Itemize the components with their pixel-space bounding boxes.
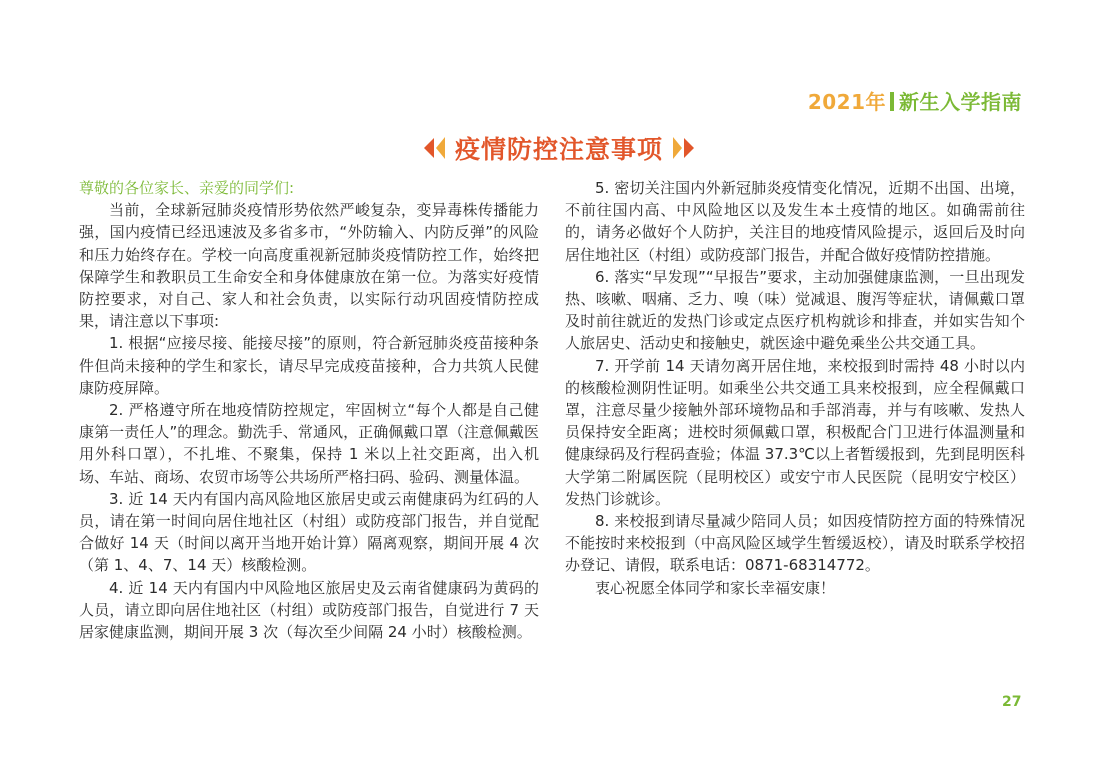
item-3: 3. 近 14 天内有国内高风险地区旅居史或云南健康码为红码的人员，请在第一时间向居住地社区（村组）或防疫部门报告，并自觉配合做好 14 天（时间以离开当地开始计算）隔离观察，期间开展 4 次（第 1、4、7、14 天）核酸检测。 [79,489,539,575]
closing-wish: 衷心祝愿全体同学和家长幸福安康！ [595,578,836,597]
header-subtitle: 新生入学指南 [899,90,1022,114]
item-2: 2. 严格遵守所在地疫情防控规定，牢固树立“每个人都是自己健康第一责任人”的理念。勤洗手、常通风，正确佩戴口罩（注意佩戴医用外科口罩），不扎堆、不聚集，保持 1 米以上社交距离，出入机场、车站、商场、农贸市场等公共场所严格扫码、验码、测量体温。 [79,401,539,486]
left-column [79,177,539,643]
item-6: 6. 落实“早发现”“早报告”要求，主动加强健康监测，一旦出现发热、咳嗽、咽痛、乏力、嗅（味）觉减退、腹泻等症状，请佩戴口罩及时前往就近的发热门诊或定点医疗机构就诊和排查，并如实告知个人旅居史、活动史和接触史，就医途中避免乘坐公共交通工具。 [565,267,1025,353]
page-number: 27 [1002,694,1022,710]
item-5: 5. 密切关注国内外新冠肺炎疫情变化情况，近期不出国、出境，不前往国内高、中风险地区以及发生本土疫情的地区。如确需前往的，请务必做好个人防护，关注目的地疫情风险提示，返回后及时向居住地社区（村组）或防疫部门报告，并配合做好疫情防控措施。 [565,179,1025,264]
greeting: 尊敬的各位家长、亲爱的同学们: [79,179,295,197]
item-4: 4. 近 14 天内有国内中风险地区旅居史及云南省健康码为黄码的人员，请立即向居住地社区（村组）或防疫部门报告，自觉进行 7 天居家健康监测，期间开展 3 次（每次至少间隔 24 小时）核酸检测。 [79,578,539,642]
item-1: 1. 根据“应接尽接、能接尽接”的原则，符合新冠肺炎疫苗接种条件但尚未接种的学生和家长，请尽早完成疫苗接种，合力共筑人民健康防疫屏障。 [79,334,539,397]
header-year: 2021年 [807,90,886,114]
item-8: 8. 来校报到请尽量减少陪同人员；如因疫情防控方面的特殊情况不能按时来校报到（中高风险区域学生暂缓返校），请及时联系学校招办登记、请假，联系电话：0871-68314772。 [565,512,1025,575]
intro-paragraph: 当前，全球新冠肺炎疫情形势依然严峻复杂，变异毒株传播能力强，国内疫情已经迅速波及多省多市，“外防输入、内防反弹”的风险和压力始终存在。学校一向高度重视新冠肺炎疫情防控工作，始终把保障学生和教职员工生命安全和身体健康放在第一位。为落实好疫情防控要求，对自己、家人和社会负责，以实际行动巩固疫情防控成果，请注意以下事项: [79,201,539,331]
item-7: 7. 开学前 14 天请勿离开居住地，来校报到时需持 48 小时以内的核酸检测阴性证明。如乘坐公共交通工具来校报到，应全程佩戴口罩，注意尽量少接触外部环境物品和手部消毒，并与有咳嗽、发热人员保持安全距离；进校时须佩戴口罩，积极配合门卫进行体温测量和健康绿码及行程码查验；体温 37.3℃以上者暂缓报到，先到昆明医科大学第二附属医院（昆明校区）或安宁市人民医院（昆明安宁校区）发热门诊就诊。 [565,356,1026,508]
right-arrow-icon [673,137,694,159]
page-title: 疫情防控注意事项 [454,135,663,164]
title-block [0,130,1118,166]
left-arrow-icon [424,137,445,159]
header-divider [890,92,894,111]
right-column [565,177,1025,599]
guide-header [808,86,1022,115]
